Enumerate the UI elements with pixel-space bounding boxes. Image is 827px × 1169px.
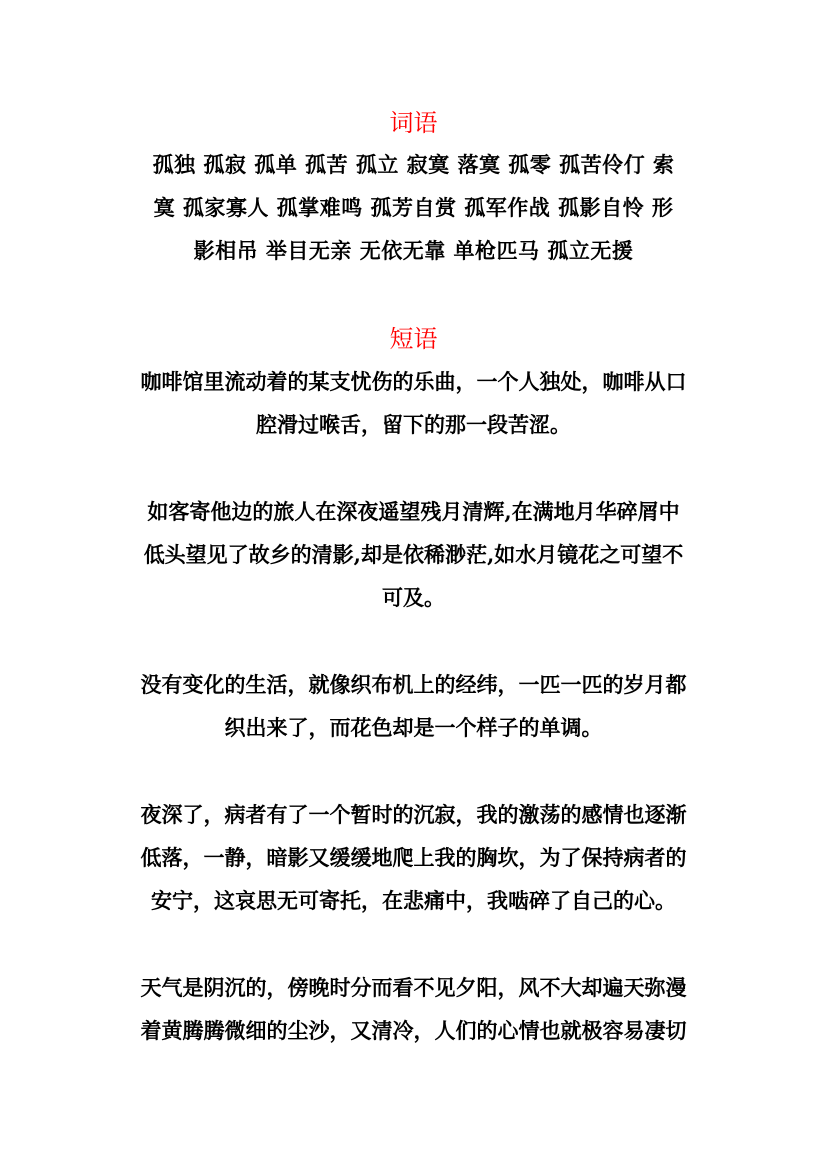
paragraph-line: 咖啡馆里流动着的某支忧伤的乐曲，一个人独处，咖啡从口: [140, 369, 687, 394]
vocab-line: 寞 孤家寡人 孤掌难鸣 孤芳自赏 孤军作战 孤影自怜 形: [153, 195, 674, 220]
paragraph-line: 低头望见了故乡的清影,却是依稀渺茫,如水月镜花之可望不: [143, 542, 684, 567]
vocab-line: 影相吊 举目无亲 无依无靠 单枪匹马 孤立无援: [193, 238, 634, 263]
phrase-paragraph: [120, 663, 707, 749]
phrase-paragraph: [120, 490, 707, 619]
paragraph-line: 没有变化的生活，就像织布机上的经纬，一匹一匹的岁月都: [140, 672, 687, 697]
paragraph-line: 安宁，这哀思无可寄托，在悲痛中，我啮碎了自己的心。: [151, 888, 676, 913]
phrase-paragraph: [120, 360, 707, 446]
paragraph-line: 低落，一静，暗影又缓缓地爬上我的胸坎，为了保持病者的: [140, 845, 687, 870]
paragraph-line: 织出来了，而花色却是一个样子的单调。: [224, 715, 603, 740]
paragraph-line: 如客寄他边的旅人在深夜遥望残月清辉,在满地月华碎屑中: [147, 499, 680, 524]
vocab-list: [120, 143, 707, 272]
phrase-heading: 短语: [389, 325, 438, 353]
paragraph-line: 腔滑过喉舌，留下的那一段苦涩。: [256, 412, 571, 437]
phrase-paragraph: [120, 966, 707, 1052]
vocab-heading: 词语: [389, 109, 438, 137]
vocab-line: 孤独 孤寂 孤单 孤苦 孤立 寂寞 落寞 孤零 孤苦伶仃 索: [152, 152, 675, 177]
paragraph-line: 可及。: [382, 585, 445, 610]
paragraph-line: 夜深了，病者有了一个暂时的沉寂，我的激荡的感情也逐渐: [140, 802, 687, 827]
paragraph-line: 天气是阴沉的，傍晚时分而看不见夕阳，风不大却遍天弥漫: [140, 975, 687, 1000]
paragraph-line: 着黄腾腾微细的尘沙，又清冷，人们的心情也就极容易凄切: [140, 1018, 687, 1043]
phrase-paragraph: [120, 793, 707, 922]
